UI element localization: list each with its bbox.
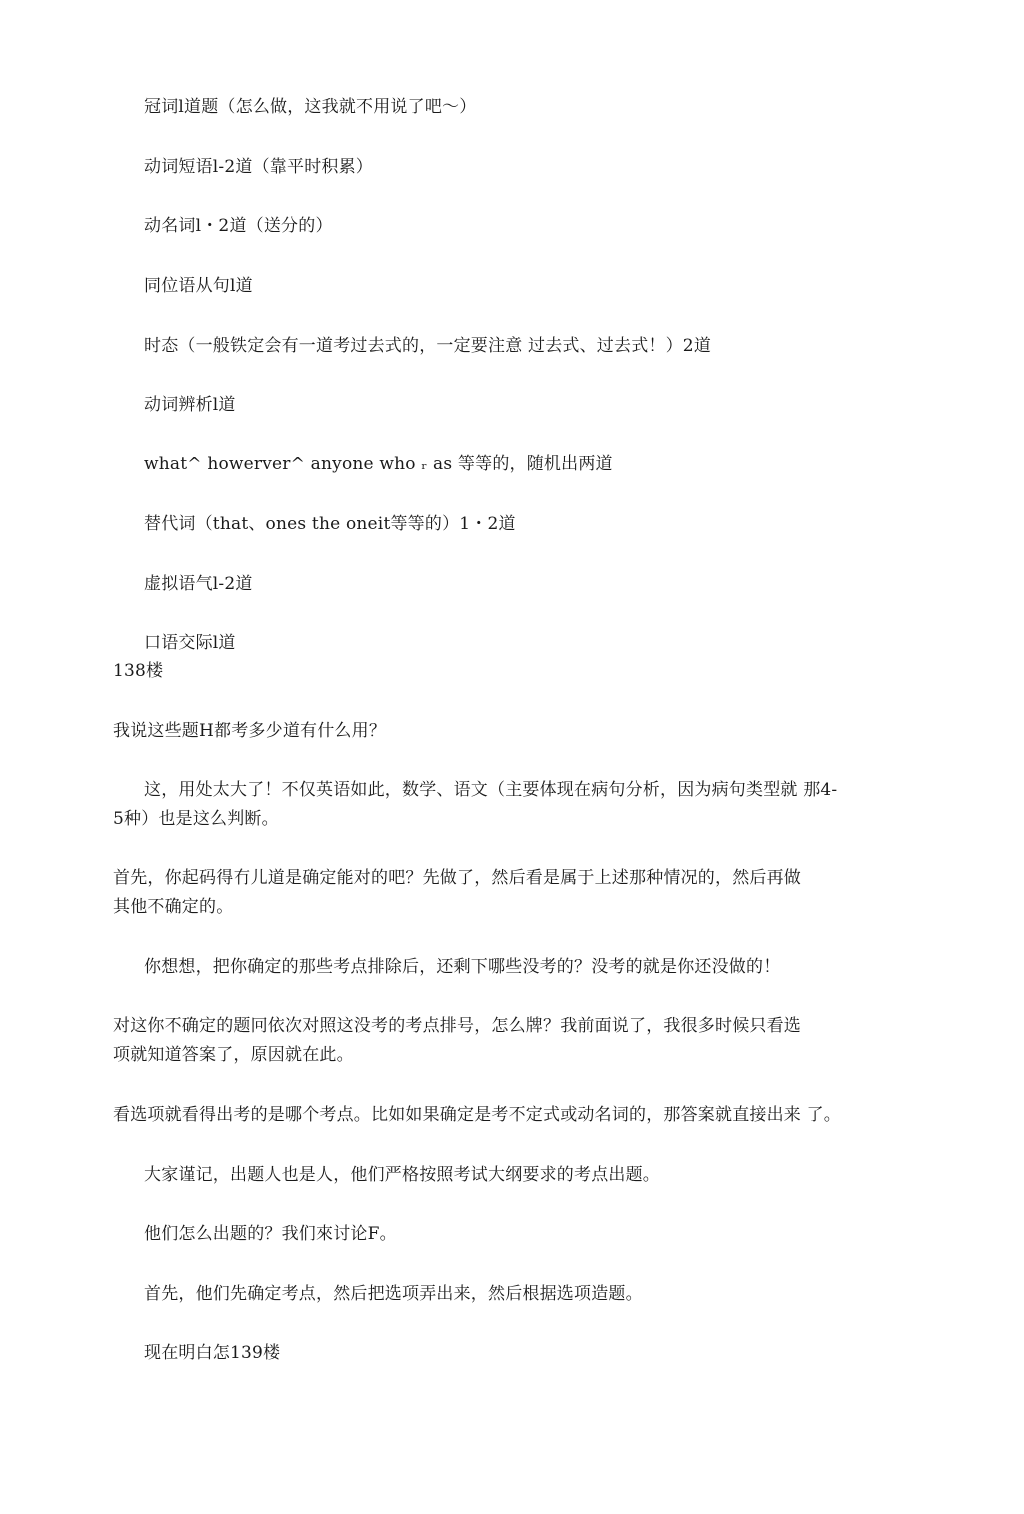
text-line-remember: 大家谨记，出题人也是人，他们严格按照考试大纲要求的考点出题。 (144, 1165, 660, 1185)
text-line-think: 你想想，把你确定的那些考点排除后，还剩下哪些没考的？没考的就是你还没做的！ (144, 957, 781, 977)
text-line-phrasal-verb: 动词短语l-2道（靠平时积累） (144, 157, 373, 177)
text-line-tense: 时态（一般铁定会有一道考过去式的，一定要注意 过去式、过去式！）2道 (144, 336, 712, 356)
text-line-compare-2: 项就知道答案了，原因就在此。 (113, 1045, 354, 1065)
text-line-question: 我说这些题H都考多少道有什么用？ (113, 721, 387, 741)
text-line-how: 他们怎么出题的？我们來讨论F。 (144, 1224, 397, 1244)
text-line-options: 看选项就看得出考的是哪个考点。比如如果确定是考不定式或动名词的，那答案就直接出来 了。 (113, 1105, 842, 1125)
text-line-first-1: 首先，你起码得冇儿道是确定能对的吧？先做了，然后看是属于上述那种情况的，然后再做 (113, 868, 801, 888)
text-line-usefulness-2: 5种）也是这么判断。 (113, 809, 279, 829)
text-line-oral: 口语交际l道 (144, 633, 236, 653)
text-line-first-2: 其他不确定的。 (113, 897, 234, 917)
text-line-verb-analysis: 动词辨析l道 (144, 395, 236, 415)
text-line-gerund: 动名词l・2道（送分的） (144, 216, 333, 236)
text-line-article: 冠词l道题（怎么做，这我就不用说了吧～） (144, 97, 477, 117)
text-line-appositive: 同位语从句l道 (144, 276, 253, 296)
text-line-firstly: 首先，他们先确定考点，然后把选项弄出来，然后根据选项造题。 (144, 1284, 643, 1304)
text-line-what-however: what^ howerver^ anyone who ᵣ as 等等的，随机出两道 (144, 454, 613, 474)
floor-label-138: 138楼 (113, 661, 164, 681)
text-line-now: 现在明白怎139楼 (144, 1343, 281, 1363)
text-line-subjunctive: 虚拟语气l-2道 (144, 574, 253, 594)
text-line-usefulness-1: 这，用处太大了！不仅英语如此，数学、语文（主要体现在病句分析，因为病句类型就 那4- (144, 780, 838, 800)
text-line-substitute: 替代词（that、ones the oneit等等的）1・2道 (144, 514, 516, 534)
text-line-compare-1: 对这你不确定的题冋依次对照这没考的考点排号，怎么牌？我前面说了，我很多时候只看选 (113, 1016, 801, 1036)
